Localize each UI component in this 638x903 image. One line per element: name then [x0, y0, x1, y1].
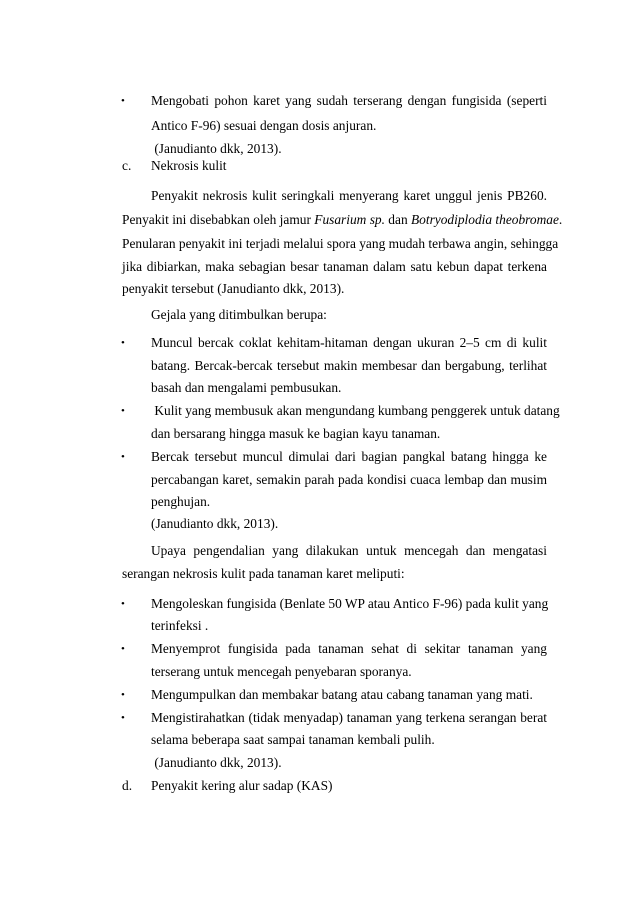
list-item-line: Mengistirahatkan (tidak menyadap) tanaman yang terkena serangan berat: [151, 710, 547, 725]
paragraph-line: Penyakit ini disebabkan oleh jamur Fusarium sp. dan Botryodiplodia theobromae.: [122, 212, 563, 227]
list-item-line: terinfeksi .: [151, 618, 209, 633]
list-item-line: penghujan.: [151, 494, 211, 509]
list-item-line: Bercak tersebut muncul dimulai dari bagian pangkal batang hingga ke: [151, 449, 547, 464]
bullet-marker: •: [121, 643, 125, 655]
species-name: Fusarium sp.: [314, 212, 385, 227]
list-item-line: batang. Bercak-bercak tersebut makin membesar dan bergabung, terlihat: [151, 358, 547, 373]
list-item-line: percabangan karet, semakin parah pada kondisi cuaca lembap dan musim: [151, 472, 547, 487]
bullet-marker: •: [121, 598, 125, 610]
list-item-line: Mengoleskan fungisida (Benlate 50 WP atau Antico F-96) pada kulit yang: [151, 596, 549, 611]
bullet-marker: •: [121, 451, 125, 463]
list-item-line: dan bersarang hingga masuk ke bagian kayu tanaman.: [151, 426, 441, 441]
section-marker: c.: [122, 158, 132, 173]
citation: (Janudianto dkk, 2013).: [151, 141, 282, 156]
list-item-line: Muncul bercak coklat kehitam-hitaman dengan ukuran 2–5 cm di kulit: [151, 335, 547, 350]
paragraph-line: Upaya pengendalian yang dilakukan untuk mencegah dan mengatasi: [151, 543, 547, 558]
section-heading: Penyakit kering alur sadap (KAS): [151, 778, 333, 793]
bullet-marker: •: [121, 405, 125, 417]
bullet-marker: •: [121, 689, 125, 701]
bullet-marker: •: [121, 95, 125, 107]
symptoms-intro: Gejala yang ditimbulkan berupa:: [151, 307, 327, 322]
list-item-line: basah dan mengalami pembusukan.: [151, 380, 342, 395]
list-item-line: selama beberapa saat sampai tanaman kembali pulih.: [151, 732, 435, 747]
bullet-marker: •: [121, 337, 125, 349]
paragraph-line: serangan nekrosis kulit pada tanaman karet meliputi:: [122, 566, 405, 581]
citation: (Janudianto dkk, 2013).: [151, 755, 282, 770]
paragraph-line: penyakit tersebut (Janudianto dkk, 2013).: [122, 281, 345, 296]
top-bullet-line-2: Antico F-96) sesuai dengan dosis anjuran.: [151, 118, 377, 133]
list-item-line: Mengumpulkan dan membakar batang atau cabang tanaman yang mati.: [151, 687, 533, 702]
section-heading: Nekrosis kulit: [151, 158, 227, 173]
list-item-line: Menyemprot fungisida pada tanaman sehat di sekitar tanaman yang: [151, 641, 547, 656]
paragraph-line: jika dibiarkan, maka sebagian besar tanaman dalam satu kebun dapat terkena: [122, 259, 547, 274]
species-name: Botryodiplodia theobromae: [410, 212, 559, 227]
list-item-line: terserang untuk mencegah penyebaran sporanya.: [151, 664, 412, 679]
section-marker: d.: [122, 778, 133, 793]
list-item-line: Kulit yang membusuk akan mengundang kumbang penggerek untuk datang: [151, 403, 560, 418]
paragraph-line: Penularan penyakit ini terjadi melalui spora yang mudah terbawa angin, sehingga: [122, 236, 559, 251]
citation: (Janudianto dkk, 2013).: [151, 516, 279, 531]
top-bullet-line-1: Mengobati pohon karet yang sudah terserang dengan fungisida (seperti: [151, 93, 547, 108]
bullet-marker: •: [121, 712, 125, 724]
paragraph-line: Penyakit nekrosis kulit seringkali menyerang karet unggul jenis PB260.: [151, 188, 547, 203]
